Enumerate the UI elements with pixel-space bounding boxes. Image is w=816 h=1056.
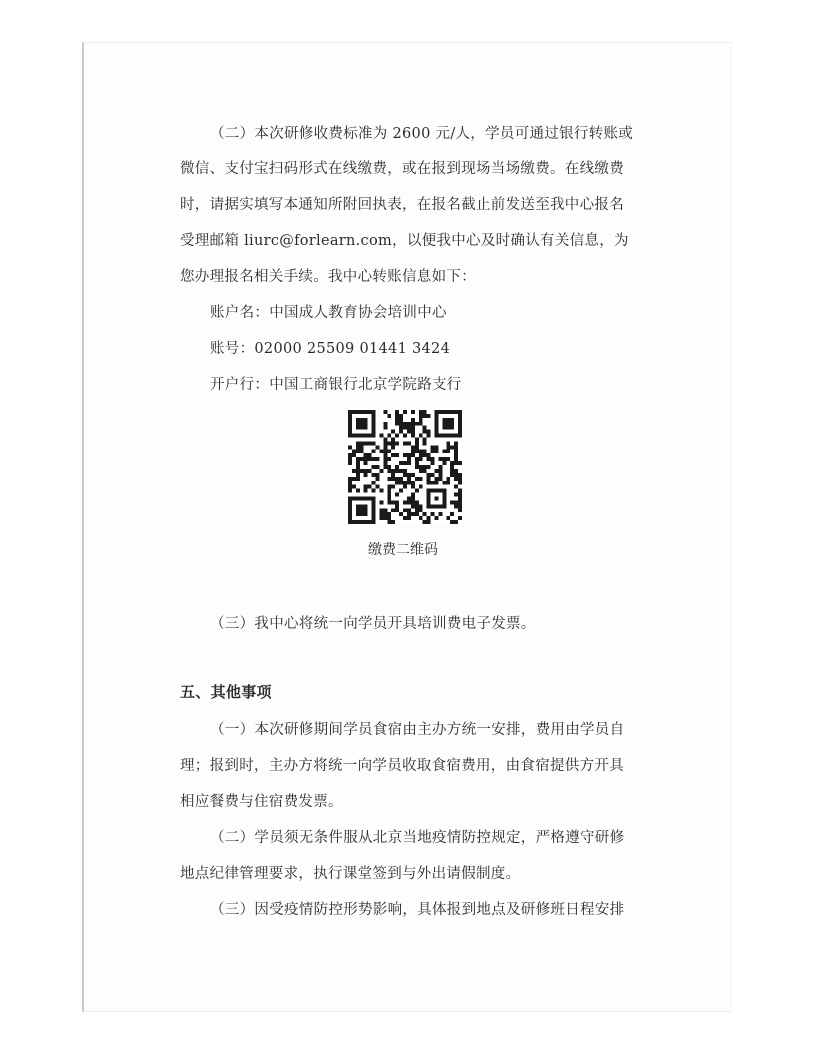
invoice-paragraph: （三）我中心将统一向学员开具培训费电子发票。 bbox=[210, 616, 536, 632]
account-number: 账号：02000 25509 01441 3424 bbox=[210, 341, 451, 357]
fee-paragraph-line-5: 您办理报名相关手续。我中心转账信息如下： bbox=[180, 269, 476, 285]
other-paragraph-line-4: （二）学员须无条件服从北京当地疫情防控规定，严格遵守研修 bbox=[210, 830, 625, 846]
fee-paragraph-line-1: （二）本次研修收费标准为 2600 元/人，学员可通过银行转账或 bbox=[210, 126, 634, 142]
bank-name: 开户行：中国工商银行北京学院路支行 bbox=[210, 377, 462, 393]
fee-paragraph-line-2: 微信、支付宝扫码形式在线缴费，或在报到现场当场缴费。在线缴费 bbox=[180, 161, 624, 177]
qr-code-caption: 缴费二维码 bbox=[368, 542, 438, 558]
other-paragraph-line-3: 相应餐费与住宿费发票。 bbox=[180, 794, 343, 810]
fee-paragraph-line-4: 受理邮箱 liurc@forlearn.com，以便我中心及时确认有关信息，为 bbox=[180, 233, 629, 249]
section-title-other-matters: 五、其他事项 bbox=[180, 683, 272, 701]
other-paragraph-line-2: 理；报到时，主办方将统一向学员收取食宿费用，由食宿提供方开具 bbox=[180, 758, 624, 774]
other-paragraph-line-6: （三）因受疫情防控形势影响，具体报到地点及研修班日程安排 bbox=[210, 902, 625, 918]
fee-paragraph-line-3: 时，请据实填写本通知所附回执表，在报名截止前发送至我中心报名 bbox=[180, 197, 624, 213]
account-name: 账户名：中国成人教育协会培训中心 bbox=[210, 305, 447, 321]
other-paragraph-line-1: （一）本次研修期间学员食宿由主办方统一安排，费用由学员自 bbox=[210, 722, 625, 738]
payment-qr-code-icon bbox=[348, 410, 462, 524]
other-paragraph-line-5: 地点纪律管理要求，执行课堂签到与外出请假制度。 bbox=[180, 866, 521, 882]
